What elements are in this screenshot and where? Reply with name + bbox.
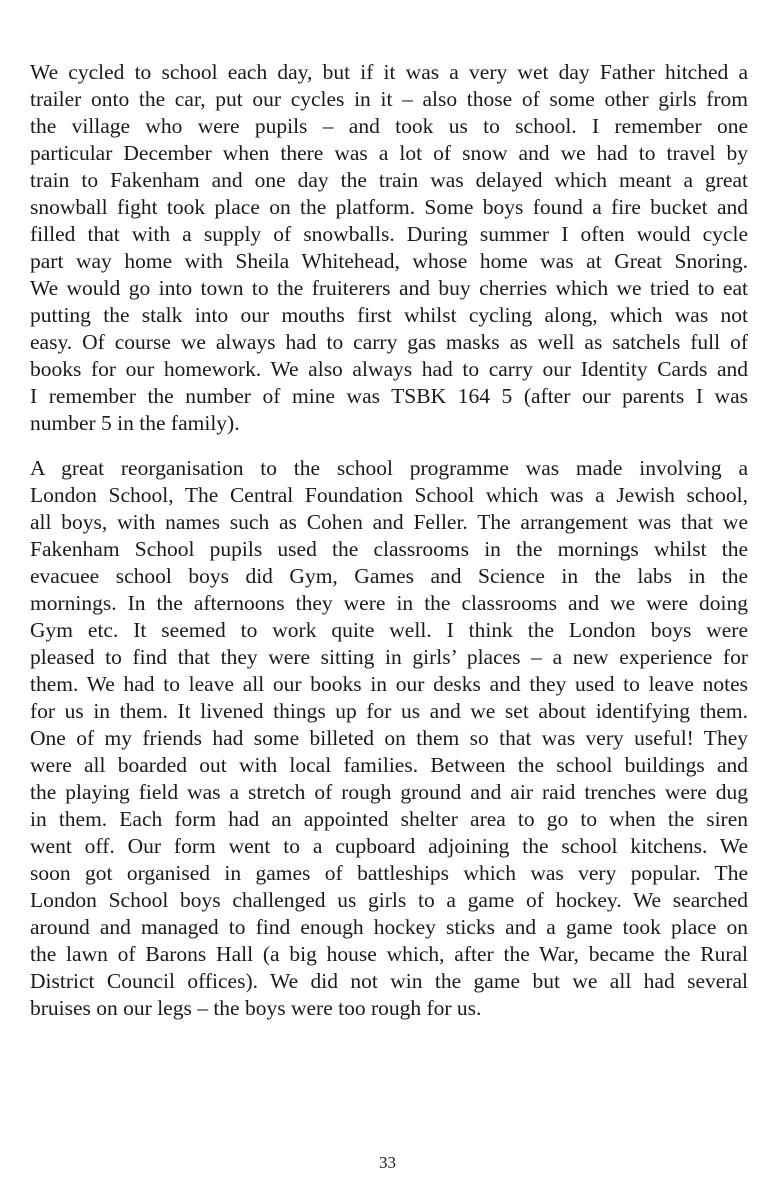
text-line: the village who were pupils – and took us to school. I remember one	[30, 114, 748, 138]
text-line: putting the stalk into our mouths first whilst cycling along, which was not	[30, 303, 748, 327]
text-line: soon got organised in games of battleships which was very popular. The	[30, 861, 748, 885]
text-line: We would go into town to the fruiterers and buy cherries which we tried to eat	[30, 276, 748, 300]
text-line: We cycled to school each day, but if it was a very wet day Father hitched a	[30, 60, 748, 84]
text-line: One of my friends had some billeted on them so that was very useful! They	[30, 726, 748, 750]
text-line: pleased to find that they were sitting in girls’ places – a new experience for	[30, 645, 748, 669]
text-line: London School, The Central Foundation School which was a Jewish school,	[30, 483, 748, 507]
page-number: 33	[379, 1153, 396, 1172]
text-line: particular December when there was a lot of snow and we had to travel by	[30, 141, 748, 165]
text-line: the playing field was a stretch of rough ground and air raid trenches were dug	[30, 780, 748, 804]
text-line: bruises on our legs – the boys were too rough for us.	[30, 996, 482, 1020]
text-line: train to Fakenham and one day the train was delayed which meant a great	[30, 168, 748, 192]
text-line: Fakenham School pupils used the classrooms in the mornings whilst the	[30, 537, 748, 561]
text-line: I remember the number of mine was TSBK 164 5 (after our parents I was	[30, 384, 748, 408]
text-line: in them. Each form had an appointed shelter area to go to when the siren	[30, 807, 748, 831]
text-line: for us in them. It livened things up for us and we set about identifying them.	[30, 699, 748, 723]
text-line: London School boys challenged us girls to a game of hockey. We searched	[30, 888, 748, 912]
text-line: filled that with a supply of snowballs. During summer I often would cycle	[30, 222, 748, 246]
text-line: snowball fight took place on the platform. Some boys found a fire bucket and	[30, 195, 748, 219]
text-line: easy. Of course we always had to carry gas masks as well as satchels full of	[30, 330, 748, 354]
text-line: around and managed to find enough hockey sticks and a game took place on	[30, 915, 748, 939]
text-line: part way home with Sheila Whitehead, whose home was at Great Snoring.	[30, 249, 748, 273]
text-line: number 5 in the family).	[30, 411, 240, 435]
text-line: were all boarded out with local families. Between the school buildings and	[30, 753, 748, 777]
text-line: A great reorganisation to the school programme was made involving a	[30, 456, 748, 480]
text-line: went off. Our form went to a cupboard adjoining the school kitchens. We	[30, 834, 748, 858]
text-line: evacuee school boys did Gym, Games and Science in the labs in the	[30, 564, 748, 588]
text-line: trailer onto the car, put our cycles in it – also those of some other girls from	[30, 87, 748, 111]
text-line: mornings. In the afternoons they were in the classrooms and we were doing	[30, 591, 748, 615]
text-line: the lawn of Barons Hall (a big house which, after the War, became the Rural	[30, 942, 748, 966]
text-line: all boys, with names such as Cohen and Feller. The arrangement was that we	[30, 510, 748, 534]
text-line: them. We had to leave all our books in our desks and they used to leave notes	[30, 672, 748, 696]
text-line: District Council offices). We did not win the game but we all had several	[30, 969, 748, 993]
text-line: Gym etc. It seemed to work quite well. I think the London boys were	[30, 618, 748, 642]
text-line: books for our homework. We also always had to carry our Identity Cards and	[30, 357, 748, 381]
